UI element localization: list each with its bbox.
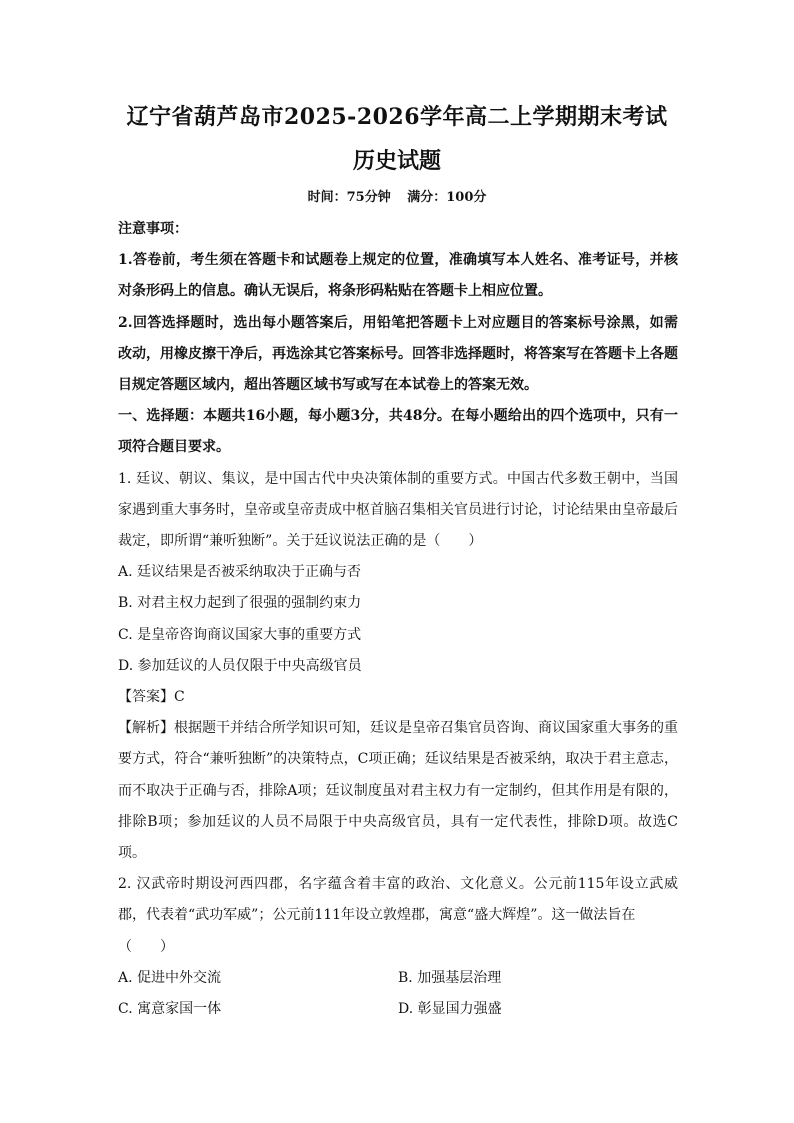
exam-meta [0,186,794,205]
question-2-option-a: A. 促进中外交流 [118,969,222,986]
exam-score: 满分：100分 [407,190,487,205]
question-2-paren: （ ） [118,938,174,955]
question-1-option-d: D. 参加廷议的人员仅限于中央高级官员 [118,657,362,674]
exam-time: 时间：75分钟 [307,190,391,205]
question-1-option-c: C. 是皇帝咨询商议国家大事的重要方式 [118,626,362,643]
question-1-option-b: B. 对君主权力起到了很强的强制约束力 [118,595,362,612]
exam-subject: 历史试题 [352,148,441,174]
section-heading: 一、选择题：本题共16小题，每小题3分，共48分。在每小题给出的四个选项中，只有一项符合题目要求。 [118,408,678,456]
exam-body [118,214,678,1025]
notice-item-2: 2.回答选择题时，选出每小题答案后，用铅笔把答题卡上对应题目的答案标号涂黑，如需改动，用橡皮擦干净后，再选涂其它答案标号。回答非选择题时，将答案写在答题卡上各题目规定答题区域内，超出答题区域书写或写在本试卷上的答案无效。 [118,314,678,394]
notice-item-1: 1.答卷前，考生须在答题卡和试题卷上规定的位置，准确填写本人姓名、准考证号，并核对条形码上的信息。确认无误后，将条形码粘贴在答题卡上相应位置。 [118,252,678,300]
exam-title: 辽宁省葫芦岛市2025-2026学年高二上学期期末考试 [126,104,668,130]
question-2-options-row-2 [118,994,678,1025]
question-2-option-c: C. 寓意家国一体 [118,1001,222,1018]
question-1-stem: 1. 廷议、朝议、集议，是中国古代中央决策体制的重要方式。中国古代多数王朝中，当国家遇到重大事务时，皇帝或皇帝责成中枢首脑召集相关官员进行讨论，讨论结果由皇帝最后裁定，即所谓“兼听独断”。关于廷议说法正确的是（ ） [118,470,678,550]
question-1-analysis: 【解析】根据题干并结合所学知识可知，廷议是皇帝召集官员咨询、商议国家重大事务的重要方式，符合“兼听独断”的决策特点，C项正确；廷议结果是否被采纳，取决于君主意志，而不取决于正确与否，排除A项；廷议制度虽对君主权力有一定制约，但其作用是有限的，排除B项；参加廷议的人员不局限于中央高级官员，具有一定代表性，排除D项。故选C项。 [118,720,678,862]
question-1-option-a: A. 廷议结果是否被采纳取决于正确与否 [118,564,362,581]
question-2-stem: 2. 汉武帝时期设河西四郡，名字蕴含着丰富的政治、文化意义。公元前115年设立武威郡，代表着“武功军威”；公元前111年设立敦煌郡，寓意“盛大辉煌”。这一做法旨在 [118,876,678,924]
question-2-option-d: D. 彰显国力强盛 [398,1001,502,1018]
notice-heading: 注意事项： [118,221,188,237]
question-2-option-b: B. 加强基层治理 [398,969,502,986]
question-1-answer: 【答案】C [118,689,185,706]
question-2-options-row-1 [118,963,678,994]
